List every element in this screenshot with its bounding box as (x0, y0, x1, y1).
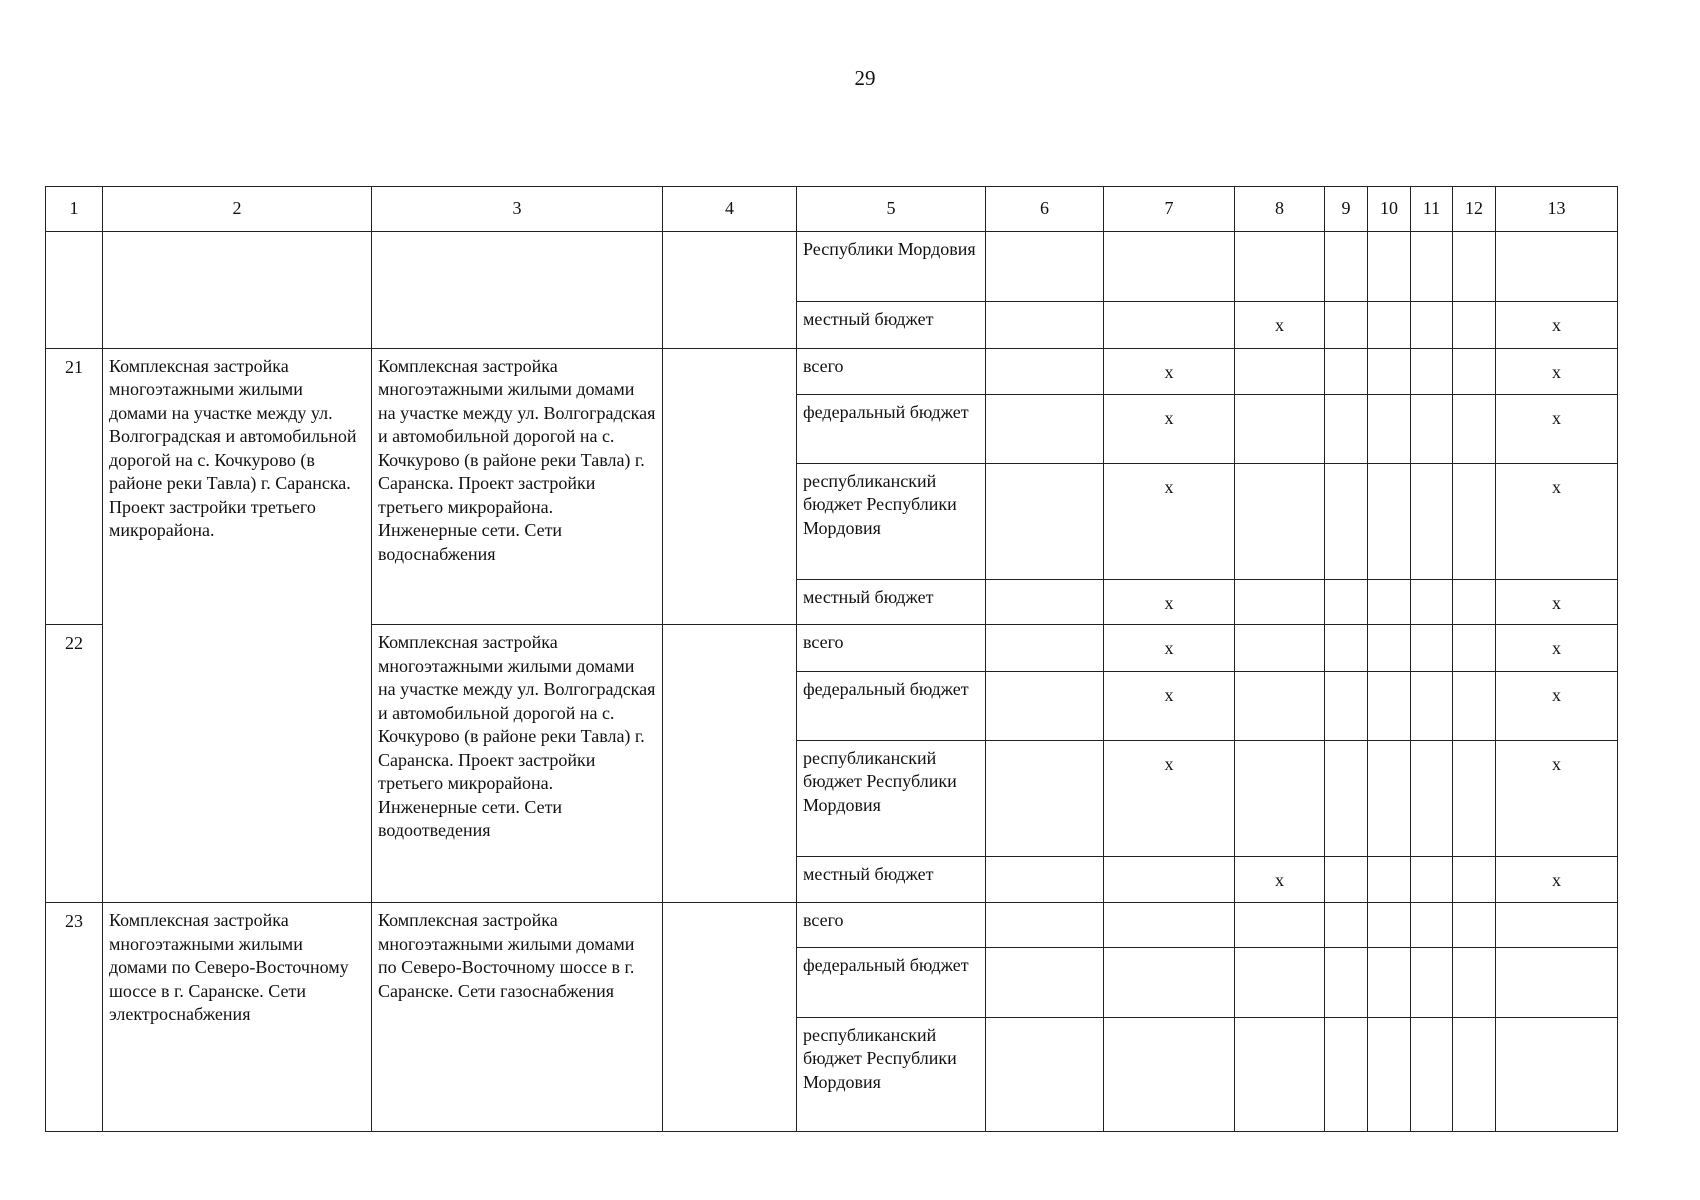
mark-cell: х (1496, 302, 1618, 348)
column-header-6: 6 (986, 187, 1104, 232)
object-cell: Комплексная застройка многоэтажными жилыми домами на участке между ул. Волгоградская и автомобильной дорогой на с. Кочкурово (в районе реки Тавла) г. Саранска. Проект застройки третьего микрорайона. (103, 348, 372, 903)
column-header-13: 13 (1496, 187, 1618, 232)
mark-cell: х (1496, 740, 1618, 856)
column-header-7: 7 (1104, 187, 1235, 232)
cont-num-cell (46, 232, 103, 348)
column-header-12: 12 (1453, 187, 1496, 232)
mark-cell: х (1104, 625, 1235, 671)
mark-cell: х (1496, 394, 1618, 463)
row-number: 21 (46, 348, 103, 625)
budget-table (45, 186, 1618, 1132)
page-number: 29 (854, 66, 876, 90)
column-header-1: 1 (46, 187, 103, 232)
source-cell: всего (797, 903, 986, 948)
column-header-4: 4 (663, 187, 797, 232)
mark-cell: х (1496, 348, 1618, 394)
row-number: 23 (46, 903, 103, 1132)
cont-col4-cell (663, 232, 797, 348)
mark-cell: х (1104, 580, 1235, 625)
mark-cell: х (1104, 671, 1235, 740)
col4-cell (663, 348, 797, 625)
source-cell: федеральный бюджет (797, 948, 986, 1017)
source-cell: Республики Мордовия (797, 232, 986, 302)
mark-cell: х (1496, 857, 1618, 903)
col4-cell (663, 625, 797, 903)
table-row (46, 903, 1618, 948)
source-cell: республиканский бюджет Республики Мордовия (797, 740, 986, 856)
mark-cell: х (1104, 348, 1235, 394)
name-cell: Комплексная застройка многоэтажными жилыми домами на участке между ул. Волгоградская и автомобильной дорогой на с. Кочкурово (в районе реки Тавла) г. Саранска. Проект застройки третьего микрорайона. Инженерные сети. Сети водоотведения (372, 625, 663, 903)
column-header-11: 11 (1411, 187, 1453, 232)
source-cell: республиканский бюджет Республики Мордовия (797, 463, 986, 579)
table-row (46, 348, 1618, 394)
source-cell: всего (797, 625, 986, 671)
column-header-10: 10 (1368, 187, 1411, 232)
source-cell: местный бюджет (797, 580, 986, 625)
mark-cell: х (1104, 394, 1235, 463)
column-header-2: 2 (103, 187, 372, 232)
name-cell: Комплексная застройка многоэтажными жилыми домами по Северо-Восточному шоссе в г. Саранске. Сети газоснабжения (372, 903, 663, 1132)
column-header-5: 5 (797, 187, 986, 232)
object-cell: Комплексная застройка многоэтажными жилыми домами по Северо-Восточному шоссе в г. Саранске. Сети электроснабжения (103, 903, 372, 1132)
mark-cell: х (1235, 302, 1325, 348)
source-cell: всего (797, 348, 986, 394)
source-cell: федеральный бюджет (797, 671, 986, 740)
mark-cell: х (1496, 463, 1618, 579)
table-row (46, 232, 1618, 302)
source-cell: республиканский бюджет Республики Мордовия (797, 1017, 986, 1131)
row-number: 22 (46, 625, 103, 903)
col4-cell (663, 903, 797, 1132)
column-header-8: 8 (1235, 187, 1325, 232)
mark-cell: х (1104, 463, 1235, 579)
mark-cell: х (1104, 740, 1235, 856)
column-header-3: 3 (372, 187, 663, 232)
cont-object-cell (103, 232, 372, 348)
mark-cell: х (1496, 580, 1618, 625)
source-cell: федеральный бюджет (797, 394, 986, 463)
cont-name-cell (372, 232, 663, 348)
mark-cell: х (1496, 671, 1618, 740)
name-cell: Комплексная застройка многоэтажными жилыми домами на участке между ул. Волгоградская и автомобильной дорогой на с. Кочкурово (в районе реки Тавла) г. Саранска. Проект застройки третьего микрорайона. Инженерные сети. Сети водоснабжения (372, 348, 663, 625)
table-header-row (46, 187, 1618, 232)
source-cell: местный бюджет (797, 857, 986, 903)
column-header-9: 9 (1325, 187, 1368, 232)
mark-cell: х (1235, 857, 1325, 903)
source-cell: местный бюджет (797, 302, 986, 348)
mark-cell: х (1496, 625, 1618, 671)
